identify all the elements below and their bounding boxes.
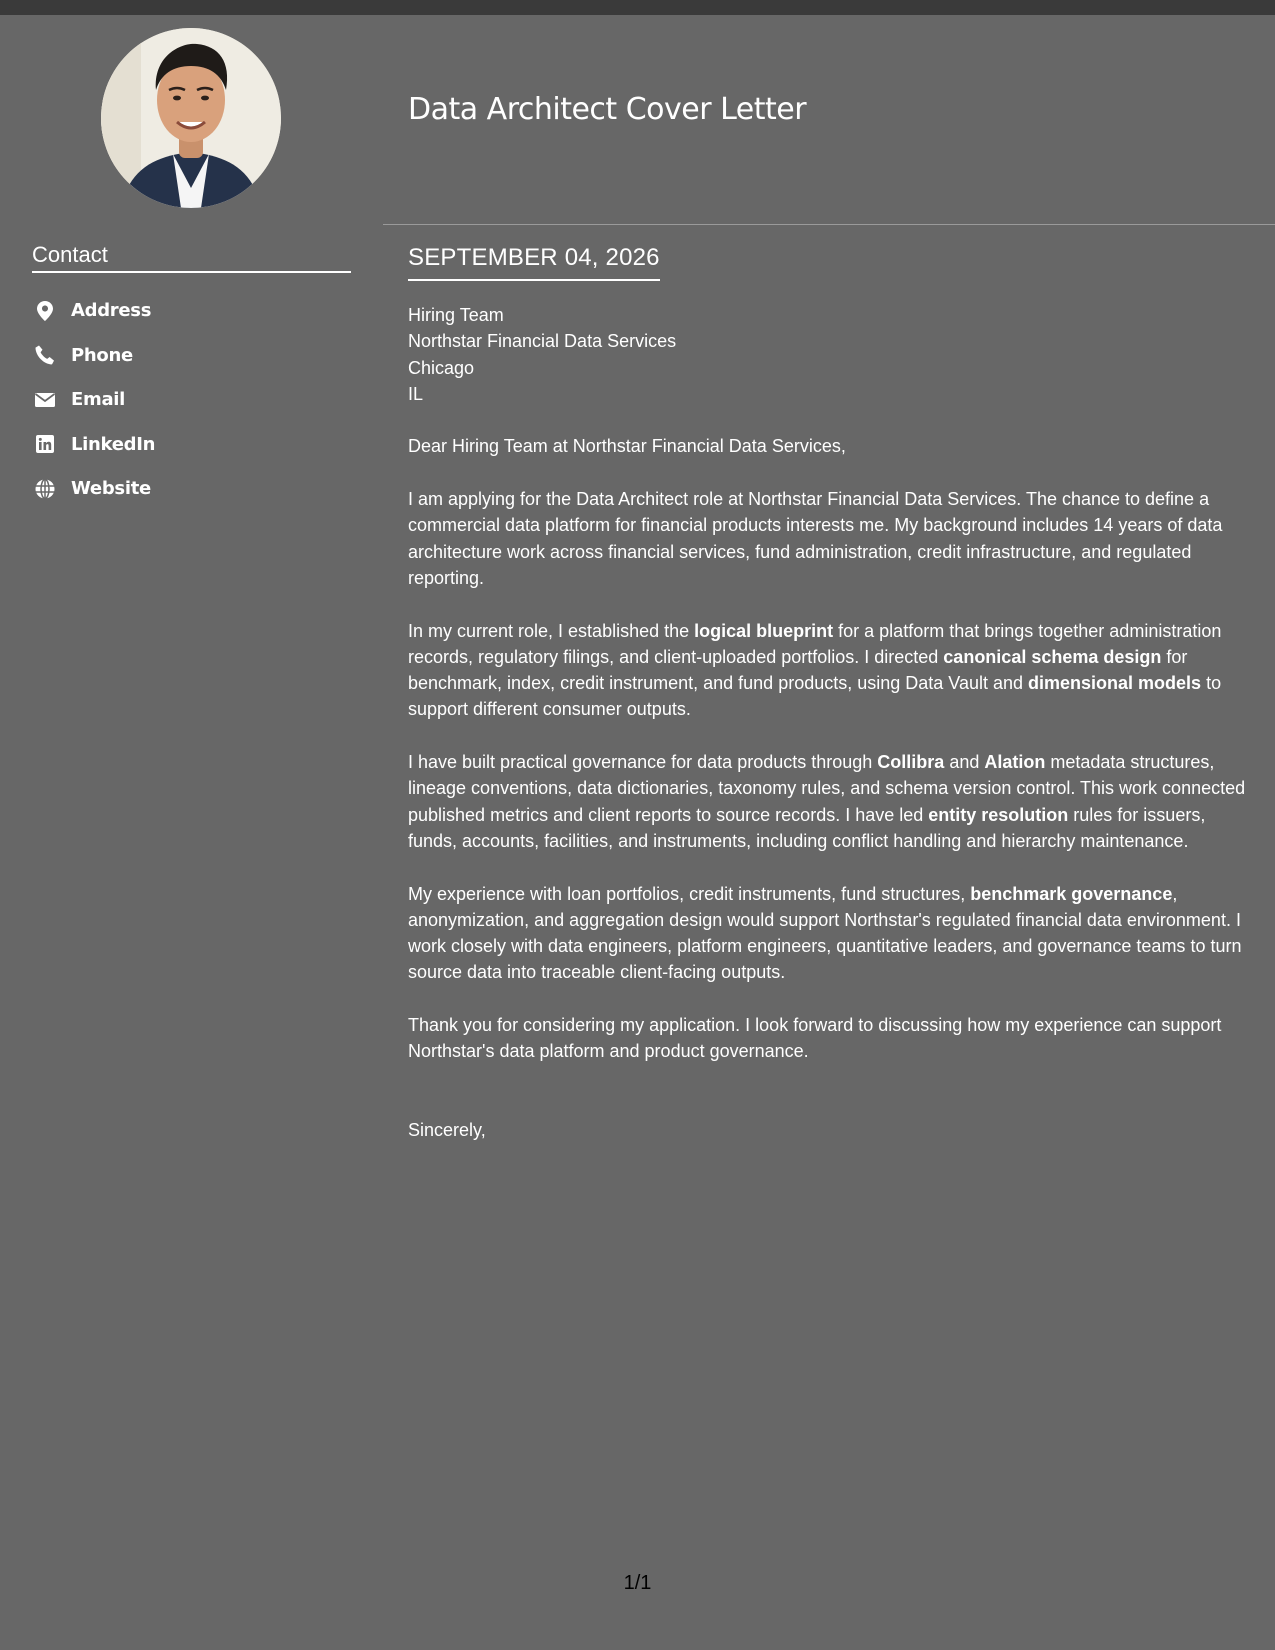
paragraph-text: metadata structures, lineage conventions, data dictionaries, taxonomy rules, and schema version control. This work connected published metrics and client reports to source records. I have led bbox=[408, 752, 1246, 825]
linkedin-icon bbox=[33, 432, 57, 456]
top-bar bbox=[0, 0, 1275, 15]
contact-list bbox=[32, 282, 352, 518]
paragraph-2 bbox=[408, 618, 1252, 723]
contact-heading: Contact bbox=[32, 238, 351, 273]
paragraph-text: I have built practical governance for data products through bbox=[408, 752, 878, 773]
map-pin-icon bbox=[33, 299, 57, 323]
keyword: benchmark governance bbox=[970, 883, 1173, 904]
paragraph-text: , anonymization, and aggregation design would support Northstar's regulated financial data environment. I work closely with data engineers, platform engineers, quantitative leaders, and governance teams to turn source data into traceable client-facing outputs. bbox=[408, 883, 1242, 983]
recipient-block bbox=[408, 302, 1252, 407]
paragraph-text: In my current role, I established the bbox=[408, 620, 695, 641]
keyword: entity resolution bbox=[928, 804, 1069, 825]
paragraph-text: for benchmark, index, credit instrument, and fund products, using Data Vault and bbox=[408, 646, 1188, 694]
keyword: dimensional models bbox=[1028, 673, 1202, 694]
paragraph-4 bbox=[408, 881, 1252, 986]
paragraph-text: My experience with loan portfolios, credit instruments, fund structures, bbox=[408, 883, 971, 904]
contact-label-email: Email bbox=[71, 389, 126, 411]
paragraph-1: I am applying for the Data Architect role at Northstar Financial Data Services. The chance to define a commercial data platform for financial products interests me. My background includes 14 years of data architecture work across financial services, fund administration, credit infrastructure, and regulated reporting. bbox=[408, 489, 1223, 588]
paragraph-text: and bbox=[944, 752, 985, 773]
contact-label-phone: Phone bbox=[71, 344, 133, 366]
contact-label-address: Address bbox=[71, 300, 152, 322]
paragraph-5: Thank you for considering my application. I look forward to discussing how my experience can support Northstar's data platform and product governance. bbox=[408, 1015, 1222, 1062]
keyword: Collibra bbox=[877, 752, 945, 773]
contact-item-website[interactable] bbox=[32, 460, 352, 518]
document-title: Data Architect Cover Letter bbox=[408, 92, 807, 127]
letter-body bbox=[408, 302, 1252, 1169]
contact-label-linkedin: LinkedIn bbox=[71, 433, 156, 455]
avatar-portrait bbox=[101, 28, 281, 208]
keyword: logical blueprint bbox=[694, 620, 834, 641]
recipient-company: Northstar Financial Data Services bbox=[408, 331, 677, 352]
paragraph-text: for a platform that brings together administration records, regulatory filings, and client-uploaded portfolios. I directed bbox=[408, 620, 1222, 667]
recipient-name: Hiring Team bbox=[408, 305, 504, 325]
recipient-city: Chicago bbox=[408, 357, 475, 378]
keyword: Alation bbox=[984, 752, 1046, 773]
header-divider bbox=[383, 224, 1275, 225]
recipient-state: IL bbox=[408, 383, 424, 404]
phone-icon bbox=[33, 343, 57, 367]
globe-icon bbox=[33, 477, 57, 501]
avatar bbox=[101, 28, 281, 208]
page-number: 1/1 bbox=[623, 1572, 652, 1594]
salutation: Dear Hiring Team at Northstar Financial Data Services, bbox=[408, 436, 846, 457]
paragraph-text: to support different consumer outputs. bbox=[408, 673, 1222, 720]
closing: Sincerely, bbox=[408, 1119, 486, 1140]
keyword: canonical schema design bbox=[943, 646, 1162, 667]
paragraph-text: rules for issuers, funds, accounts, facilities, and instruments, including conflict handling and hierarchy maintenance. bbox=[408, 804, 1206, 851]
envelope-icon bbox=[33, 388, 57, 412]
paragraph-3 bbox=[408, 749, 1252, 854]
letter-date: SEPTEMBER 04, 2026 bbox=[408, 244, 660, 281]
contact-label-website: Website bbox=[71, 478, 151, 500]
